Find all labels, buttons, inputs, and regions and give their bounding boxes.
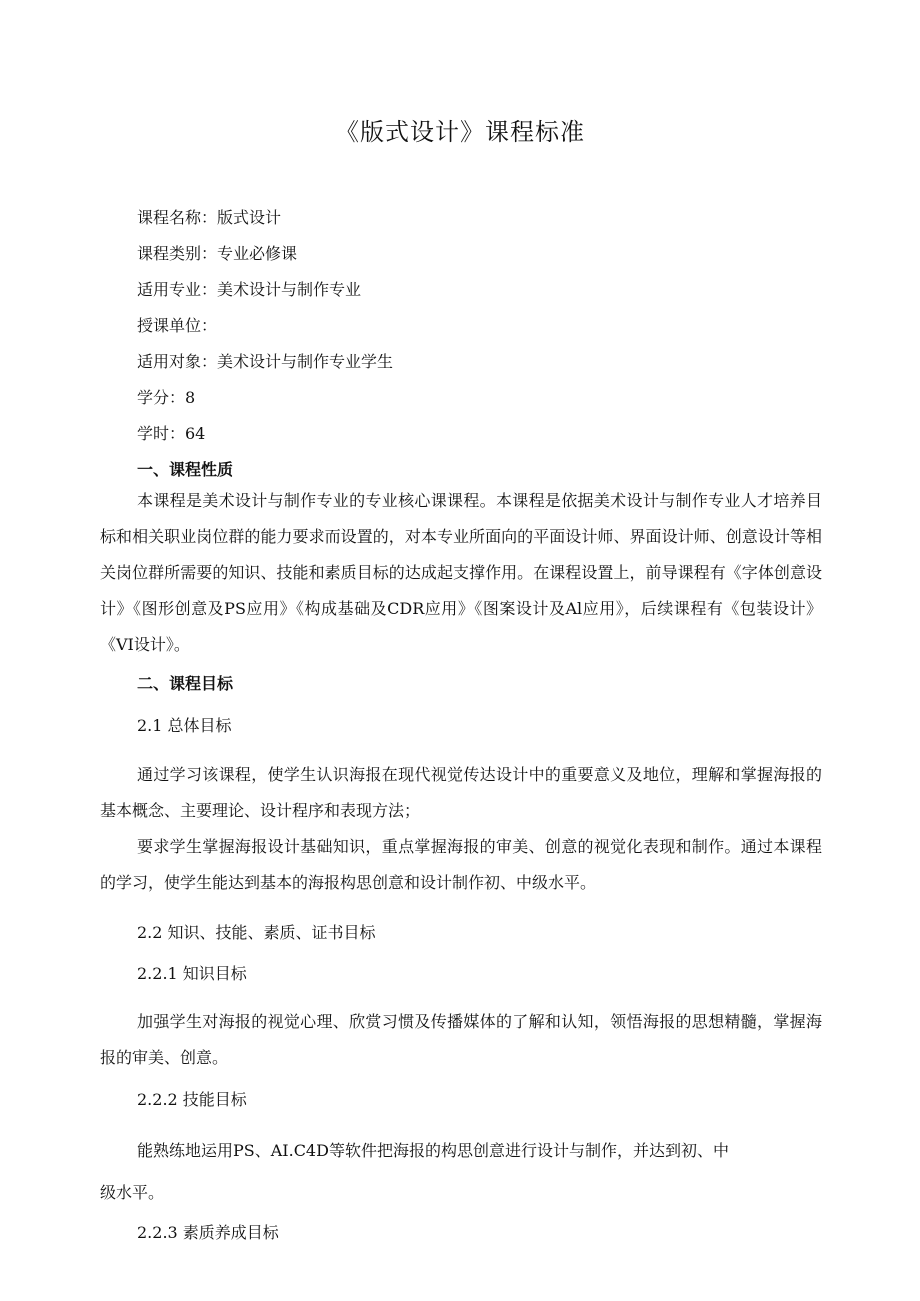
- info-course-type: 课程类别：专业必修课: [137, 244, 298, 263]
- subheading-skill-goal: 2.2.2 技能目标: [137, 1090, 247, 1109]
- info-unit: 授课单位：: [137, 316, 218, 335]
- info-credits: 学分：8: [137, 388, 196, 407]
- section-body-nature: 本课程是美术设计与制作专业的专业核心课课程。本课程是依据美术设计与制作专业人才培养目标和相关职业岗位群的能力要求而设置的，对本专业所面向的平面设计师、界面设计师、创意设计等相关岗位群所需要的知识、技能和素质目标的达成起支撑作用。在课程设置上，前导课程有《字体创意设计》《图形创意及PS应用》《构成基础及CDR应用》《图案设计及Al应用》，后续课程有《包装设计》《VI设计》。: [100, 491, 822, 654]
- skill-paragraph-line-2: 级水平。: [100, 1183, 165, 1202]
- goal-paragraph-2: 要求学生掌握海报设计基础知识，重点掌握海报的审美、创意的视觉化表现和制作。通过本课程的学习，使学生能达到基本的海报构思创意和设计制作初、中级水平。: [100, 837, 822, 892]
- subheading-objectives: 2.2 知识、技能、素质、证书目标: [137, 923, 376, 942]
- subheading-overall-goal: 2.1 总体目标: [137, 716, 232, 735]
- skill-paragraph-line-1: 能熟练地运用PS、AI.C4D等软件把海报的构思创意进行设计与制作，并达到初、中: [137, 1141, 729, 1160]
- document-title: 《版式设计》课程标准: [335, 118, 585, 146]
- subheading-quality-goal: 2.2.3 素质养成目标: [137, 1223, 279, 1242]
- subheading-knowledge-goal: 2.2.1 知识目标: [137, 964, 247, 983]
- section-heading-goals: 二、课程目标: [137, 674, 234, 693]
- info-course-name: 课程名称：版式设计: [137, 208, 282, 227]
- knowledge-paragraph: 加强学生对海报的视觉心理、欣赏习惯及传播媒体的了解和认知，领悟海报的思想精髓，掌握海报的审美、创意。: [100, 1012, 822, 1067]
- goal-paragraph-1: 通过学习该课程，使学生认识海报在现代视觉传达设计中的重要意义及地位，理解和掌握海报的基本概念、主要理论、设计程序和表现方法；: [100, 765, 822, 820]
- info-hours: 学时：64: [137, 424, 206, 443]
- section-heading-nature: 一、课程性质: [137, 460, 234, 479]
- info-major: 适用专业：美术设计与制作专业: [137, 280, 362, 299]
- info-audience: 适用对象：美术设计与制作专业学生: [137, 352, 394, 371]
